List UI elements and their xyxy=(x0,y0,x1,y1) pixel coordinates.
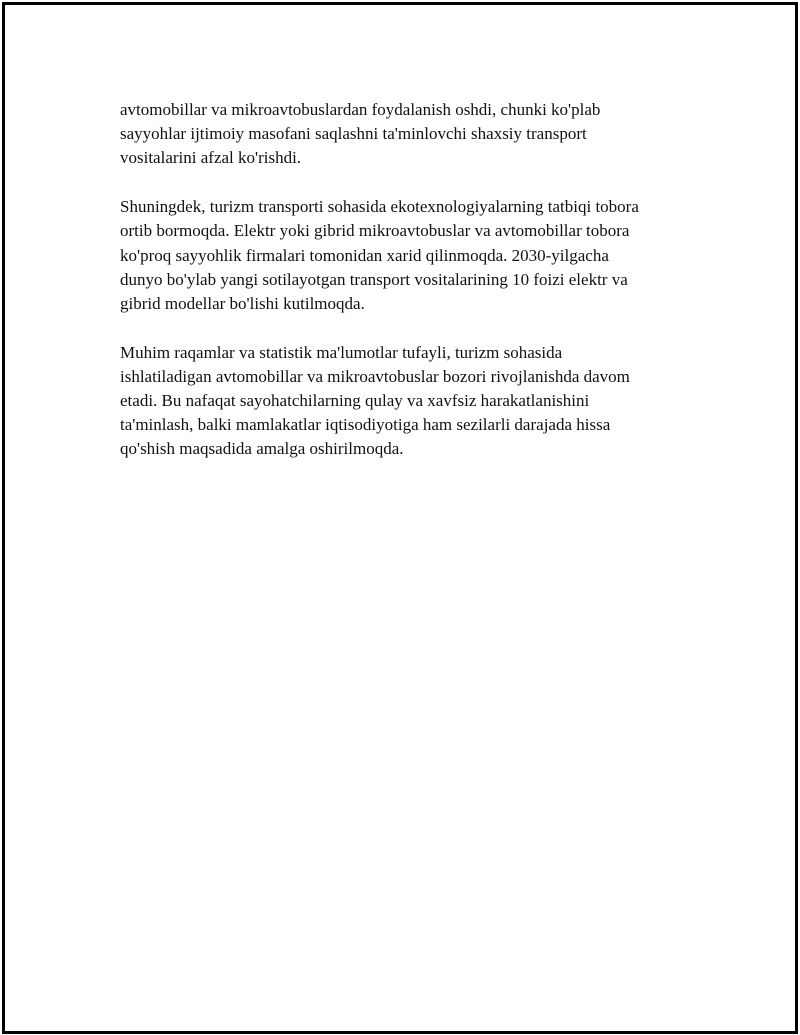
document-page xyxy=(2,2,798,1034)
paragraph-1 xyxy=(120,98,700,171)
text-line: Shuningdek, turizm transporti sohasida ekotexnologiyalarning tatbiqi tobora xyxy=(120,197,639,217)
text-line: gibrid modellar bo'lishi kutilmoqda. xyxy=(120,293,365,313)
text-line: avtomobillar va mikroavtobuslardan foydalanish oshdi, chunki ko'plab xyxy=(120,100,601,119)
text-line: Muhim raqamlar va statistik ma'lumotlar tufayli, turizm sohasida xyxy=(120,342,563,362)
text-line: etadi. Bu nafaqat sayohatchilarning qulay va xavfsiz harakatlanishini xyxy=(120,391,590,411)
paragraph-2 xyxy=(120,195,700,316)
paragraph-3 xyxy=(120,341,700,462)
text-line: sayyohlar ijtimoiy masofani saqlashni ta'minlovchi shaxsiy transport xyxy=(120,124,587,144)
text-line: vositalarini afzal ko'rishdi. xyxy=(120,148,302,168)
text-line: dunyo bo'ylab yangi sotilayotgan transport vositalarining 10 foizi elektr va xyxy=(120,269,628,289)
document-body xyxy=(120,98,700,486)
text-line: qo'shish maqsadida amalga oshirilmoqda. xyxy=(120,439,404,459)
text-line: ta'minlash, balki mamlakatlar iqtisodiyotiga ham sezilarli darajada hissa xyxy=(120,415,611,435)
text-line: ortib bormoqda. Elektr yoki gibrid mikroavtobuslar va avtomobillar tobora xyxy=(120,221,630,241)
text-line: ko'proq sayyohlik firmalari tomonidan xarid qilinmoqda. 2030-yilgacha xyxy=(120,245,609,265)
text-line: ishlatiladigan avtomobillar va mikroavtobuslar bozori rivojlanishda davom xyxy=(120,366,630,386)
